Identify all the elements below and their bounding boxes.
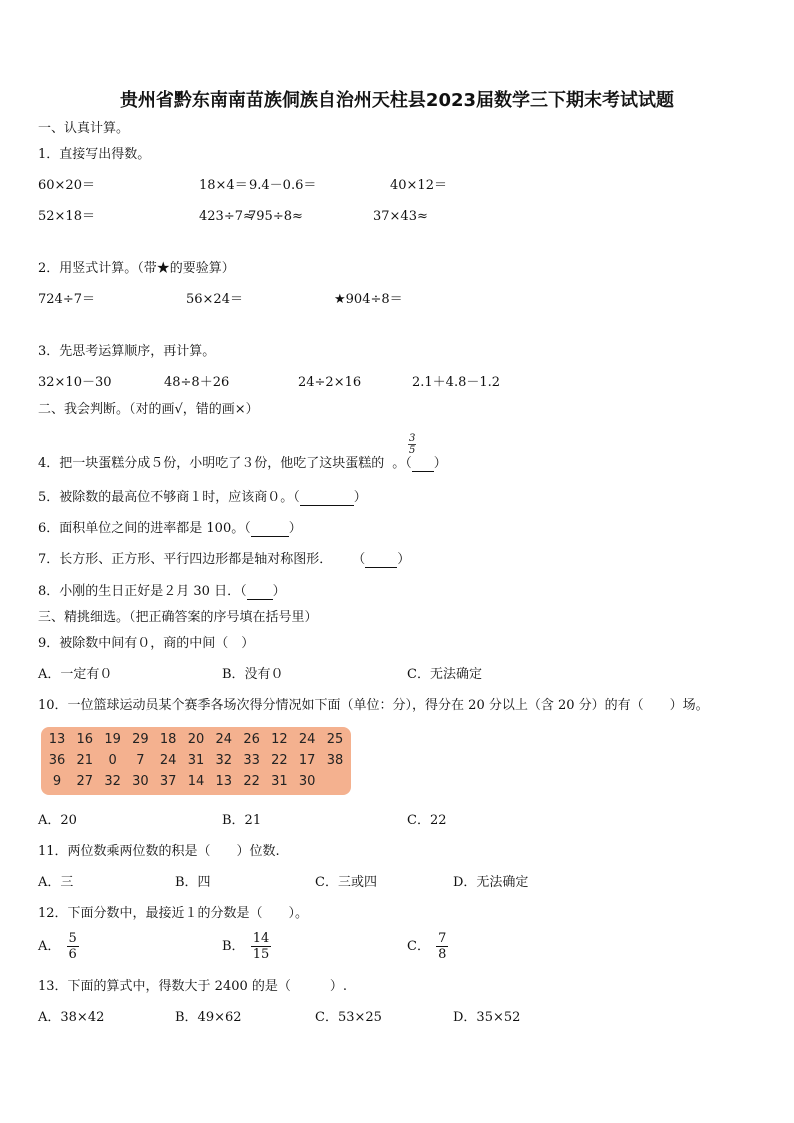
question-13-stem: 13．下面的算式中，得数大于 2400 的是（ ）.	[38, 979, 348, 994]
question-5	[38, 490, 367, 506]
option-label: C．	[407, 939, 430, 954]
score-cell: 38	[326, 753, 344, 768]
score-cell: 22	[243, 774, 260, 789]
q12-option-b[interactable]	[222, 931, 271, 962]
score-cell: 21	[76, 753, 94, 768]
option-label: A．	[38, 939, 61, 954]
fraction-denominator: 6	[68, 947, 77, 962]
score-cell: 25	[326, 732, 344, 747]
score-cell: 31	[271, 774, 288, 789]
q3-item: 2.1＋4.8－1.2	[412, 375, 501, 390]
fraction-denominator: 5	[409, 445, 416, 456]
question-12-stem: 12．下面分数中，最接近１的分数是（ ）。	[38, 906, 309, 921]
section-heading-2: 二、我会判断。（对的画√，错的画×）	[38, 402, 259, 417]
fraction	[436, 931, 448, 962]
score-cell: 31	[187, 753, 205, 768]
score-row	[41, 772, 351, 792]
score-cell: 22	[271, 753, 288, 768]
q11-option[interactable]: A．三	[38, 875, 74, 890]
paren-close: ）	[353, 490, 367, 505]
q13-option[interactable]: A．38×42	[38, 1010, 105, 1025]
question-3-stem: 3．先思考运算顺序，再计算。	[38, 344, 216, 359]
score-cell: 12	[271, 732, 288, 747]
answer-blank[interactable]	[365, 554, 397, 568]
score-cell: 37	[159, 774, 177, 789]
answer-blank[interactable]	[300, 492, 354, 506]
q1-item: 40×12＝	[390, 178, 447, 193]
q11-option[interactable]: C．三或四	[315, 875, 377, 890]
q1-item: 18×4＝	[199, 178, 248, 193]
q11-option[interactable]: B．四	[175, 875, 211, 890]
score-cell: 7	[136, 753, 145, 768]
score-row	[41, 730, 351, 750]
question-11-stem: 11．两位数乘两位数的积是（ ）位数.	[38, 844, 280, 859]
answer-blank[interactable]	[412, 458, 434, 472]
score-cell: 9	[52, 774, 62, 789]
fraction-numerator: 5	[68, 931, 77, 946]
q1-item: 60×20＝	[38, 178, 95, 193]
score-cell: 14	[187, 774, 205, 789]
q13-option[interactable]: B．49×62	[175, 1010, 242, 1025]
score-cell: 36	[48, 753, 66, 768]
score-row	[41, 751, 351, 771]
section-heading-3: 三、精挑细选。（把正确答案的序号填在括号里）	[38, 610, 318, 625]
q1-item: 423÷7≈	[199, 209, 254, 224]
score-cell: 32	[104, 774, 121, 789]
score-cell: 18	[159, 732, 177, 747]
fraction-denominator: 15	[252, 947, 270, 962]
q1-item: 37×43≈	[373, 209, 428, 224]
question-7-text: 7．长方形、正方形、平行四边形都是轴对称图形．	[38, 552, 333, 567]
fraction-numerator: 7	[438, 931, 447, 946]
question-4	[38, 456, 447, 472]
score-cell: 24	[215, 732, 233, 747]
score-cell: 30	[298, 774, 316, 789]
q1-item: 52×18＝	[38, 209, 95, 224]
score-cell: 20	[187, 732, 205, 747]
q3-item: 24÷2×16	[298, 375, 362, 390]
question-7	[38, 552, 410, 568]
score-cell: 19	[104, 732, 121, 747]
question-8	[38, 584, 286, 600]
q3-item: 32×10－30	[38, 375, 112, 390]
q11-option[interactable]: D．无法确定	[453, 875, 529, 890]
q2-item: ★904÷8＝	[334, 292, 403, 307]
q1-item: 795÷8≈	[248, 209, 303, 224]
score-cell: 26	[243, 732, 260, 747]
question-4-tail: 。（	[392, 456, 412, 471]
question-10-stem: 10．一位篮球运动员某个赛季各场次得分情况如下面（单位：分），得分在 20 分以上（含 20 分）的有（ ）场。	[38, 698, 709, 713]
paren-close: ）	[288, 521, 302, 536]
question-6-text: 6．面积单位之间的进率都是 100。（	[38, 521, 251, 536]
q2-item: 724÷7＝	[38, 292, 95, 307]
question-8-text: 8．小刚的生日正好是２月 30 日．（	[38, 584, 247, 599]
answer-blank[interactable]	[247, 586, 273, 600]
q9-option[interactable]: C．无法确定	[407, 667, 482, 682]
fraction-numerator: 14	[252, 931, 270, 946]
fraction-numerator: 3	[409, 433, 416, 444]
answer-blank[interactable]	[251, 523, 289, 537]
section-heading-1: 一、认真计算。	[38, 121, 130, 136]
score-cell: 24	[159, 753, 177, 768]
paren-close: ）	[272, 584, 286, 599]
q13-option[interactable]: C．53×25	[315, 1010, 382, 1025]
q3-item: 48÷8＋26	[164, 375, 230, 390]
question-4-text: 4．把一块蛋糕分成５份，小明吃了３份，他吃了这块蛋糕的	[38, 456, 385, 471]
score-cell: 17	[298, 753, 316, 768]
score-cell: 16	[76, 732, 94, 747]
question-6	[38, 521, 302, 537]
question-1-stem: 1．直接写出得数。	[38, 147, 151, 162]
question-9-stem: 9．被除数中间有０，商的中间（ ）	[38, 636, 255, 651]
q9-option[interactable]: B．没有０	[222, 667, 284, 682]
score-cell: 13	[215, 774, 233, 789]
q13-option[interactable]: D．35×52	[453, 1010, 521, 1025]
paren-open: （	[352, 552, 366, 567]
score-cell: 0	[108, 753, 117, 768]
q10-option[interactable]: A．20	[38, 813, 77, 828]
q9-option[interactable]: A．一定有０	[38, 667, 113, 682]
score-cell: 27	[76, 774, 94, 789]
q12-option-a[interactable]	[38, 931, 79, 962]
score-cell: 32	[215, 753, 233, 768]
score-cell: 24	[298, 732, 316, 747]
paren-close: ）	[433, 456, 447, 471]
question-5-text: 5．被除数的最高位不够商１时，应该商０。（	[38, 490, 300, 505]
score-cell: 33	[243, 753, 260, 768]
question-2-stem: 2．用竖式计算。（带★的要验算）	[38, 261, 235, 276]
q10-option[interactable]: C．22	[407, 813, 447, 828]
q10-option[interactable]: B．21	[222, 813, 262, 828]
score-cell: 13	[48, 732, 66, 747]
paren-close: ）	[397, 552, 411, 567]
score-cell: 30	[132, 774, 149, 789]
option-label: B．	[222, 939, 245, 954]
score-cell: 29	[132, 732, 149, 747]
fraction-denominator: 8	[438, 947, 447, 962]
fraction	[251, 931, 272, 962]
q12-option-c[interactable]	[407, 931, 448, 962]
q1-item: 9.4－0.6＝	[249, 178, 317, 193]
page-title: 贵州省黔东南南苗族侗族自治州天柱县2023届数学三下期末考试试题	[119, 90, 675, 111]
fraction-three-fifths	[408, 433, 416, 456]
fraction	[67, 931, 79, 962]
q2-item: 56×24＝	[186, 292, 243, 307]
